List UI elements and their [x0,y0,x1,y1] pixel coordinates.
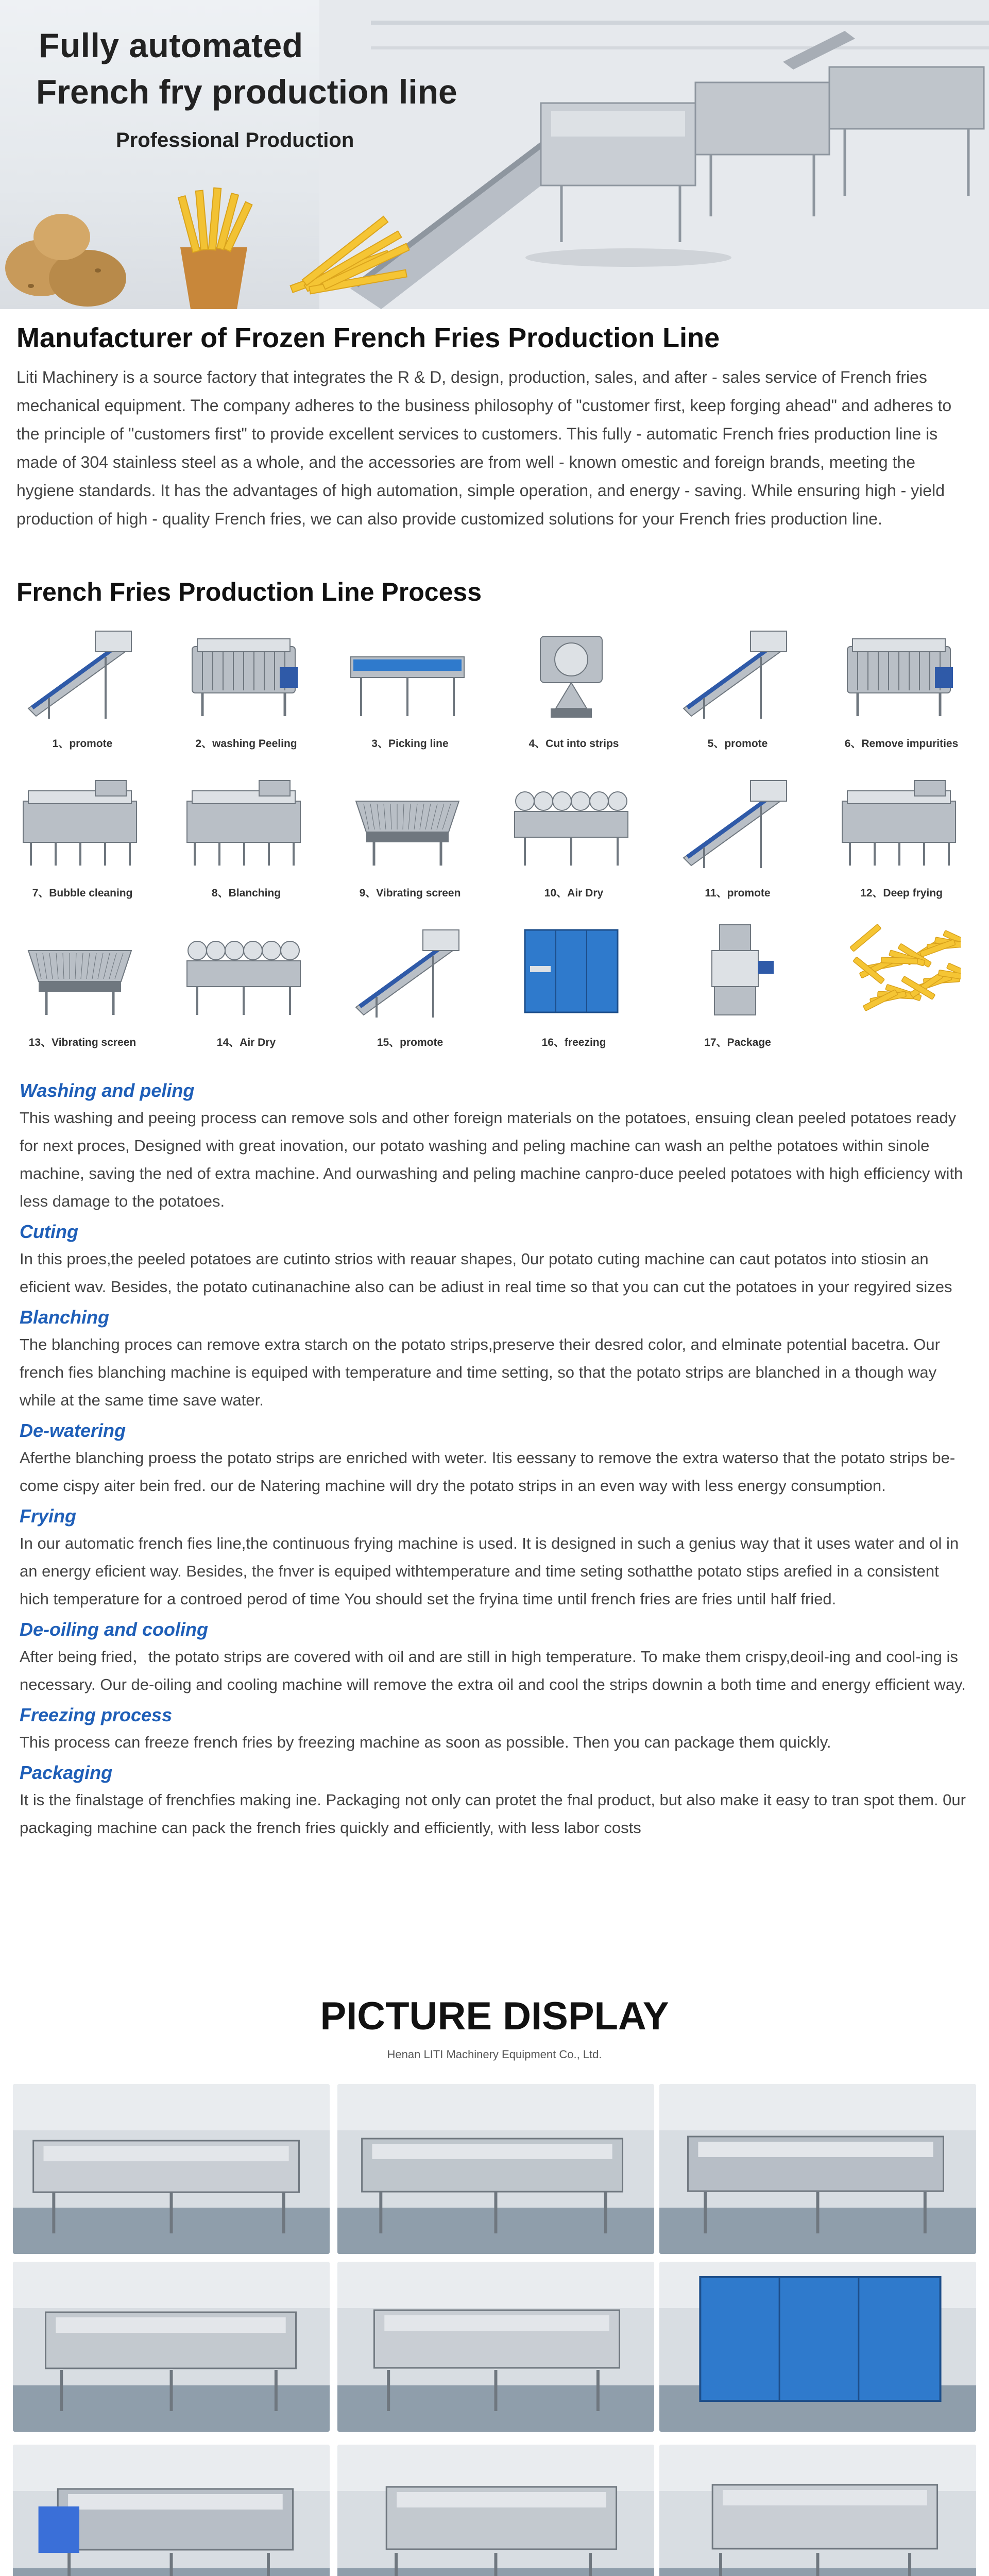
process-step-label: 16、freezing [541,1037,606,1048]
cleaner-icon [837,621,961,721]
process-step-label: 17、Package [704,1037,771,1048]
process-step-card [177,621,331,752]
process-step-label: 9、Vibrating screen [359,887,461,899]
process-step-label: 15、promote [377,1037,444,1048]
process-step-card [504,770,659,902]
process-step-card [504,920,659,1051]
step-heading: Frying [20,1505,77,1527]
picture-display-title: PICTURE DISPLAY [320,1994,669,2038]
banner-title-line1: Fully automated [39,26,303,64]
air-dryer-icon [509,770,633,871]
process-step-card [832,770,986,902]
process-step-card [668,770,823,902]
peeler-icon [182,621,305,721]
step-description: This process can freeze french fries by freezing machine as soon as possible. Then you can package them quickly. [20,1733,831,1751]
process-step-card [668,920,823,1051]
equipment-photo [659,2262,976,2432]
equipment-photo [337,2262,654,2432]
process-step-label: 2、washing Peeling [195,738,297,750]
potatoes-and-fries-image [0,175,464,309]
step-description: In our automatic french fies line,the continuous frying machine is used. It is designed in such a genius way that it uses water and ol in an energy eficient way. Besides, the fnver is equiped withtemperature and time seting sothatthe potato stips arefied in a consistent hich temperature for a controed perod of time You should set the fryina time until french fries are fries until half fried. [20,1534,959,1608]
step-heading: Cuting [20,1221,78,1242]
process-step-label: 3、Picking line [371,738,449,750]
vibrating-screen-icon [18,920,142,1020]
intro-paragraph: Liti Machinery is a source factory that integrates the R & D, design, production, sales, and after - sales service of French fries mechanical equipment. The company adheres to the business philosophy of "customer first, keep forging ahead" and adheres to the principle of "customers first" to provide excellent services to customers. This fully - automatic French fries production line is made of 304 stainless steel as a whole, and the accessories are from well - known omestic and foreign brands, meeting the hygiene standards. It has the advantages of high automation, simple operation, and energy - saving. While ensuring high - yield production of high - quality French fries, we can also provide customized solutions for your French fries production line. [16,368,952,528]
process-step-card [13,770,167,902]
banner-title-line2: French fry production line [36,73,457,111]
hero-banner [0,0,989,309]
conveyor-icon [673,770,797,871]
process-step-label: 6、Remove impurities [844,738,959,750]
step-heading: De-watering [20,1420,126,1441]
process-step-card [13,621,167,752]
fryer-icon [837,770,961,871]
picking-line-icon [346,621,469,721]
step-description: Aferthe blanching proess the potato strips are enriched with weter. Itis eessany to remove the extra waterso that the potato strips be-come cispy aiter bein fred. our de Natering machine will dry the potato strips in an even way with less energy consumption. [20,1449,956,1495]
intro-title: Manufacturer of Frozen French Fries Production Line [16,323,720,353]
process-steps [20,1074,973,1842]
process-step-label: 7、Bubble cleaning [32,887,133,899]
process-step-label: 10、Air Dry [544,887,604,899]
process-step-card [340,621,495,752]
equipment-photo [659,2084,976,2254]
step-description: This washing and peeing process can remove sols and other foreign materials on the potatoes, ensuing clean peeled potatoes ready for next proces, Designed with great inovation, our potato washing and peling machine can wash an pelthe potatoes within sinole machine, saving the ned of extra machine. And ourwashing and peling machine canpro-duce peeled potatoes with high efficiency with less damage to the potatoes. [20,1109,963,1210]
company-name: Henan LITI Machinery Equipment Co., Ltd. [387,2048,602,2061]
freezer-icon [509,920,633,1020]
process-step-label: 13、Vibrating screen [28,1037,137,1048]
equipment-photo [13,2445,330,2576]
step-heading: Freezing process [20,1704,173,1725]
process-step-card [832,920,986,1051]
equipment-photo [337,2445,654,2576]
equipment-photo [659,2445,976,2576]
step-description: In this proes,the peeled potatoes are cutinto strios with reauar shapes, 0ur potato cuting machine can caut potatos into stiosin an eficient wav. Besides, the potato cutinanachine also can be adiust in real time so that you can cut the potatoes in your regyired sizes [20,1250,952,1296]
step-description: It is the finalstage of frenchfies making ine. Packaging not only can protet the fnal product, but also make it easy to tran spot them. 0ur packaging machine can pack the french fries quickly and efficiently, with less labor costs [20,1791,966,1837]
blancher-icon [182,770,305,871]
conveyor-icon [346,920,469,1020]
step-heading: Washing and peling [20,1080,195,1101]
process-step-card [177,770,331,902]
step-heading: Packaging [20,1762,113,1783]
process-step-card [340,920,495,1051]
process-step-label: 5、promote [707,738,768,750]
process-step-label: 12、Deep frying [860,887,943,899]
equipment-photo [337,2084,654,2254]
step-heading: De-oiling and cooling [20,1619,208,1640]
process-step-card [668,621,823,752]
packager-icon [673,920,797,1020]
process-step-label: 8、Blanching [211,887,281,899]
conveyor-icon [18,621,142,721]
process-title: French Fries Production Line Process [16,578,482,606]
process-step-card [832,621,986,752]
process-step-label: 4、Cut into strips [528,738,619,750]
process-step-label: 11、promote [705,887,771,899]
step-description: After being fried，the potato strips are covered with oil and are still in high temperature. To make them crispy,deoil-ing and cool-ing is necessary. Our de-oiling and cooling machine will remove the extra oil and cool the strips downin a both time and energy efficient way. [20,1648,966,1693]
cutter-icon [509,621,633,721]
step-description: The blanching proces can remove extra starch on the potato strips,preserve their desred color, and elminate potential bacetra. Our french fies blanching machine is equiped with temperature and time setting, so that the potato strips are blanched in a though way while at the same time save water. [20,1335,940,1409]
process-step-card [13,920,167,1051]
process-step-card [340,770,495,902]
process-step-card [504,621,659,752]
conveyor-icon [673,621,797,721]
process-step-card [177,920,331,1051]
process-step-label: 14、Air Dry [216,1037,276,1048]
equipment-photo [13,2262,330,2432]
bubble-washer-icon [18,770,142,871]
air-dryer-icon [182,920,305,1020]
step-heading: Blanching [20,1307,110,1328]
vibrating-screen-icon [346,770,469,871]
fries-icon [837,920,961,1020]
equipment-photo [13,2084,330,2254]
banner-subtitle: Professional Production [116,129,354,151]
process-step-label: 1、promote [52,738,113,750]
